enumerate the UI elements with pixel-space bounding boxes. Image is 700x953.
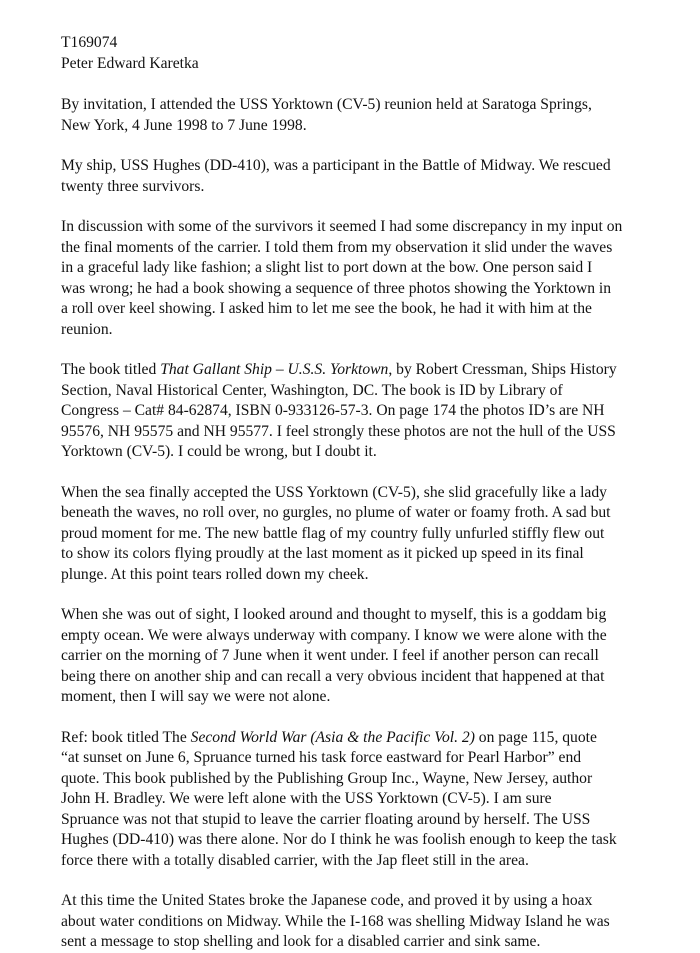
text-fragment: , by Robert Cressman, Ships History (388, 361, 617, 378)
text-line: sent a message to stop shelling and look for a disabled carrier and sink same. (61, 933, 541, 950)
text-line: in a graceful lady like fashion; a slight list to port down at the bow. One person said I (61, 259, 593, 276)
paragraph-code (61, 891, 677, 953)
text-line: being there on another ship and can recall a very obvious incident that happened at that (61, 667, 605, 685)
book-title: That Gallant Ship – U.S.S. Yorktown (160, 361, 389, 378)
author-name: Peter Edward Karetka (61, 54, 199, 72)
text-line (61, 360, 677, 381)
paragraph-book-reference (61, 360, 677, 463)
text-line: plunge. At this point tears rolled down my cheek. (61, 565, 369, 583)
text-line: proud moment for me. The new battle flag of my country fully unfurled stiffly flew out (61, 524, 605, 542)
book-title: Second World War (Asia & the Pacific Vol. 2) (190, 728, 475, 746)
text-line: moment, then I will say we were not alone. (61, 688, 331, 705)
text-line: force there with a totally disabled carrier, with the Jap fleet still in the area. (61, 851, 529, 869)
text-line: Yorktown (CV-5). I could be wrong, but I doubt it. (61, 443, 377, 460)
text-line: the final moments of the carrier. I told them from my observation it slid under the waves (61, 238, 613, 256)
text-line: beneath the waves, no roll over, no gurgles, no plume of water or foamy froth. A sad but (61, 504, 611, 521)
text-line: Congress – Cat# 84-62874, ISBN 0-933126-57-3. On page 174 the photos ID’s are NH (61, 402, 605, 419)
text-fragment: on page 115, quote (474, 728, 597, 746)
document-body (61, 33, 677, 953)
text-line: When the sea finally accepted the USS Yorktown (CV-5), she slid gracefully like a lady (61, 483, 607, 501)
text-line: quote. This book published by the Publishing Group Inc., Wayne, New Jersey, author (61, 769, 593, 787)
text-line: When she was out of sight, I looked around and thought to myself, this is a goddam big (61, 606, 607, 623)
text-line: about water conditions on Midway. While the I-168 was shelling Midway Island he was (61, 912, 610, 930)
paragraph-sinking (61, 483, 677, 586)
text-line: a roll over keel showing. I asked him to let me see the book, he had it with him at the (61, 300, 592, 317)
text-line: reunion. (61, 320, 113, 338)
text-line: “at sunset on June 6, Spruance turned his task force eastward for Pearl Harbor” end (61, 749, 582, 766)
text-line: By invitation, I attended the USS Yorktown (CV-5) reunion held at Saratoga Springs, (61, 96, 592, 113)
text-line (61, 728, 677, 749)
text-line: New York, 4 June 1998 to 7 June 1998. (61, 116, 307, 134)
text-line: Hughes (DD-410) was there alone. Nor do I think he was foolish enough to keep the task (61, 831, 617, 848)
text-line: to show its colors flying proudly at the last moment as it picked up speed in its final (61, 545, 584, 562)
document-id: T169074 (61, 34, 118, 51)
text-line: John H. Bradley. We were left alone with the USS Yorktown (CV-5). I am sure (61, 790, 552, 807)
paragraph-alone (61, 605, 677, 708)
text-line: Section, Naval Historical Center, Washington, DC. The book is ID by Library of (61, 381, 563, 399)
text-line: was wrong; he had a book showing a sequence of three photos showing the Yorktown in (61, 279, 612, 297)
text-fragment: The book titled (61, 361, 161, 378)
paragraph-reunion (61, 95, 677, 136)
text-line: twenty three survivors. (61, 177, 205, 195)
text-line: empty ocean. We were always underway with company. I know we were alone with the (61, 626, 607, 644)
text-line: Spruance was not that stupid to leave the carrier floating around by herself. The USS (61, 810, 591, 828)
paragraph-ship (61, 156, 677, 197)
text-line: My ship, USS Hughes (DD-410), was a participant in the Battle of Midway. We rescued (61, 157, 611, 174)
text-line: 95576, NH 95575 and NH 95577. I feel strongly these photos are not the hull of the USS (61, 422, 616, 440)
text-line: carrier on the morning of 7 June when it went under. I feel if another person can recall (61, 647, 599, 664)
text-fragment: Ref: book titled The (61, 728, 191, 746)
paragraph-discussion (61, 217, 677, 340)
text-line: At this time the United States broke the Japanese code, and proved it by using a hoax (61, 892, 593, 909)
text-line: In discussion with some of the survivors it seemed I had some discrepancy in my input on (61, 218, 623, 235)
paragraph-second-reference (61, 728, 677, 872)
